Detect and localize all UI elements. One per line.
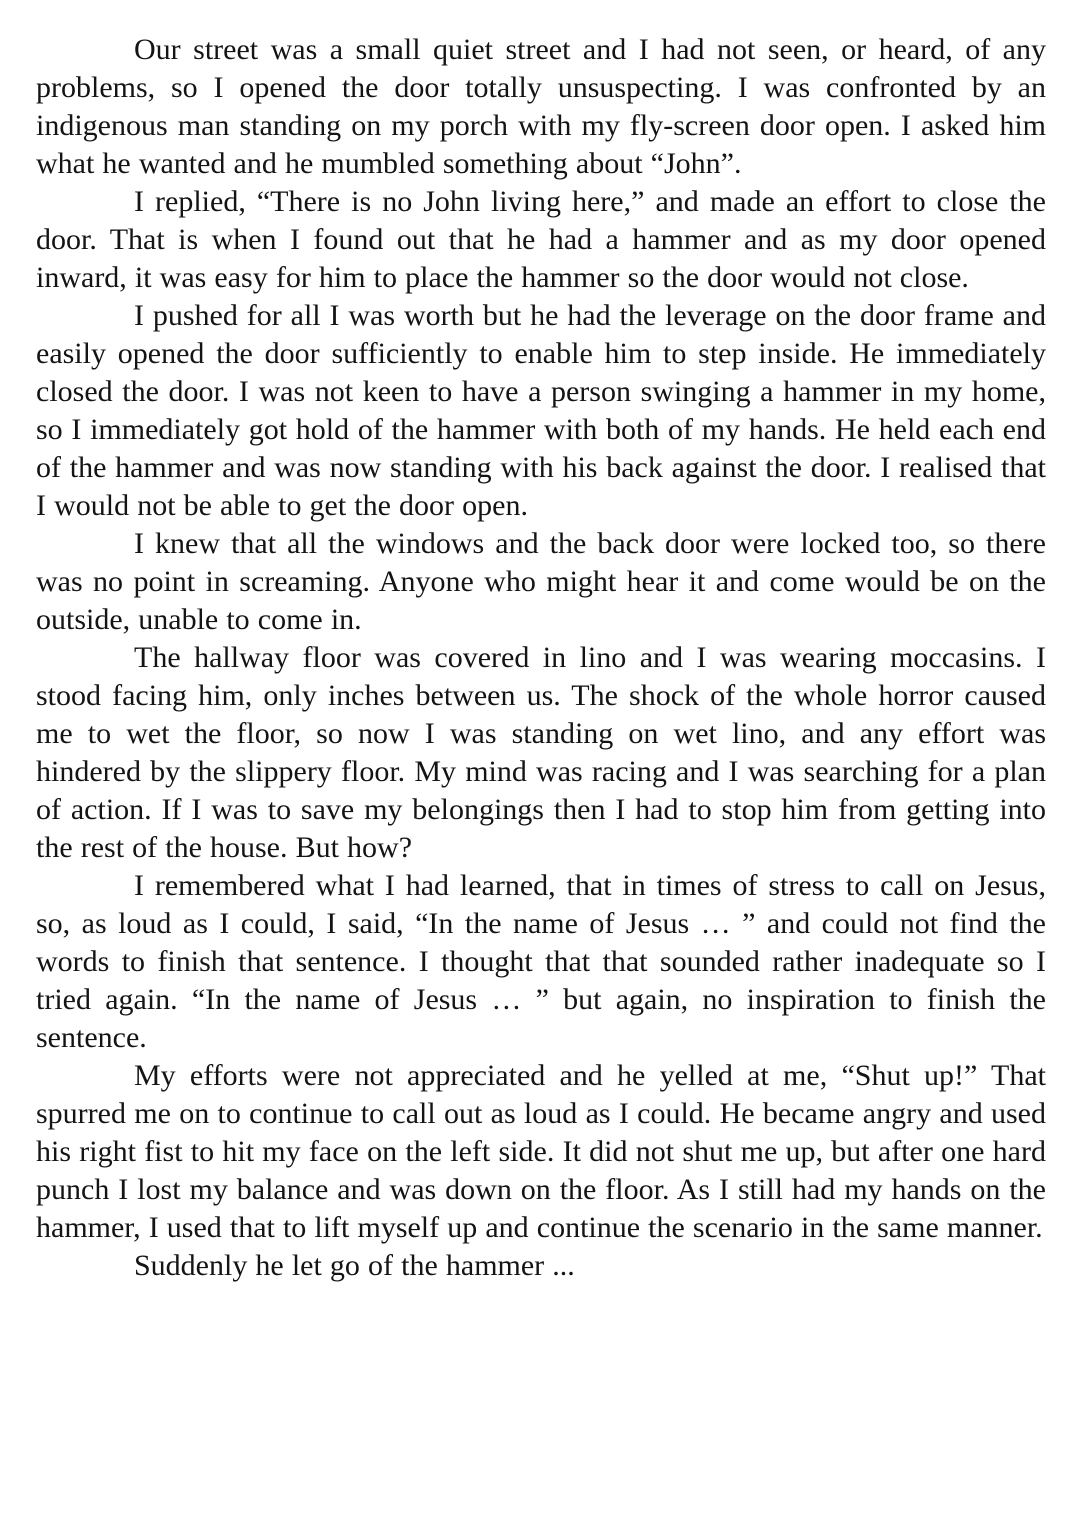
paragraph: The hallway floor was covered in lino and I was wearing moccasins. I stood facing him, only inches between us. The shock of the whole horror caused me to wet the floor, so now I was standing on wet lino, and any effort was hindered by the slippery floor. My mind was racing and I was searching for a plan of action. If I was to save my belongings then I had to stop him from getting into the rest of the house. But how? (36, 641, 1046, 864)
paragraph: I pushed for all I was worth but he had the leverage on the door frame and easily opened the door sufficiently to enable him to step inside. He immediately closed the door. I was not keen to have a person swinging a hammer in my home, so I immediately got hold of the hammer with both of my hands. He held each end of the hammer and was now standing with his back against the door. I realised that I would not be able to get the door open. (36, 299, 1046, 522)
paragraph: I knew that all the windows and the back door were locked too, so there was no point in screaming. Anyone who might hear it and come would be on the outside, unable to come in. (36, 527, 1046, 636)
paragraph: Our street was a small quiet street and I had not seen, or heard, of any problems, so I opened the door totally unsuspecting. I was confronted by an indigenous man standing on my porch with my fly-screen door open. I asked him what he wanted and he mumbled something about “John”. (36, 33, 1046, 180)
paragraph: Suddenly he let go of the hammer ... (134, 1249, 575, 1282)
paragraph: I replied, “There is no John living here,” and made an effort to close the door. That is when I found out that he had a hammer and as my door opened inward, it was easy for him to place the hammer so the door would not close. (36, 185, 1046, 294)
paragraph: I remembered what I had learned, that in times of stress to call on Jesus, so, as loud as I could, I said, “In the name of Jesus … ” and could not find the words to finish that sentence. I thought that that sounded rather inadequate so I tried again. “In the name of Jesus … ” but again, no inspiration to finish the sentence. (36, 869, 1046, 1054)
paragraph: My efforts were not appreciated and he yelled at me, “Shut up!” That spurred me on to continue to call out as loud as I could. He became angry and used his right fist to hit my face on the left side. It did not shut me up, but after one hard punch I lost my balance and was down on the floor. As I still had my hands on the hammer, I used that to lift myself up and continue the scenario in the same manner. (36, 1059, 1046, 1244)
